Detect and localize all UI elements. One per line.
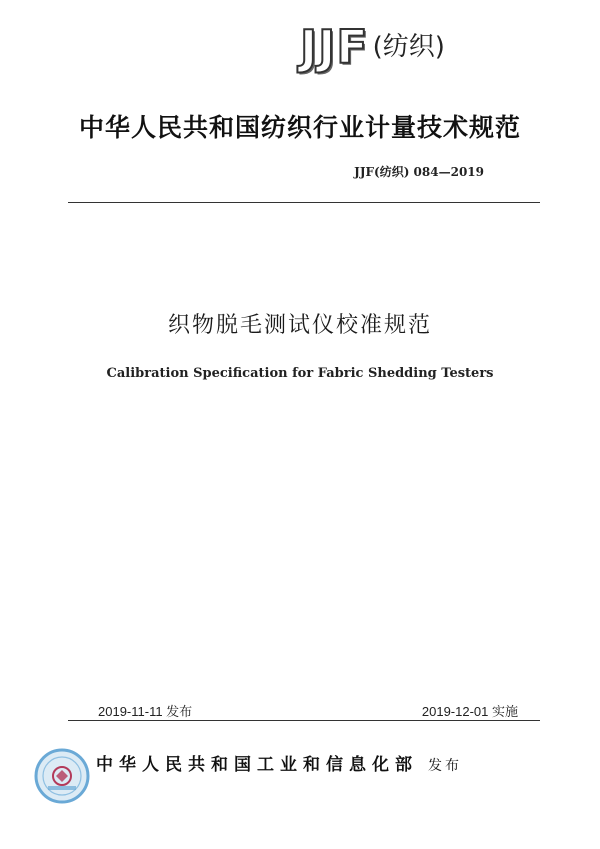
issuer-name: 中华人民共和国工业和信息化部 bbox=[96, 755, 418, 775]
document-title-chinese: 织物脱毛测试仪校准规范 bbox=[167, 313, 432, 338]
top-divider bbox=[68, 202, 540, 203]
document-title-english: Calibration Specification for Fabric Shedding Testers bbox=[106, 366, 494, 381]
document-number: JJF(纺织) 084—2019 bbox=[354, 165, 484, 179]
issue-date: 2019-11-11 发布 bbox=[98, 704, 193, 719]
implementation-date: 2019-12-01 实施 bbox=[421, 704, 518, 719]
series-title: 中华人民共和国纺织行业计量技术规范 bbox=[78, 113, 521, 142]
bottom-divider bbox=[68, 720, 540, 721]
issuing-authority bbox=[96, 750, 462, 775]
distributor-seal-icon bbox=[34, 748, 90, 804]
logo-mark: JJF bbox=[300, 20, 369, 74]
issuer-suffix: 发布 bbox=[428, 758, 462, 774]
logo-subtitle: (纺织) bbox=[372, 32, 445, 62]
standard-logo bbox=[300, 22, 445, 72]
